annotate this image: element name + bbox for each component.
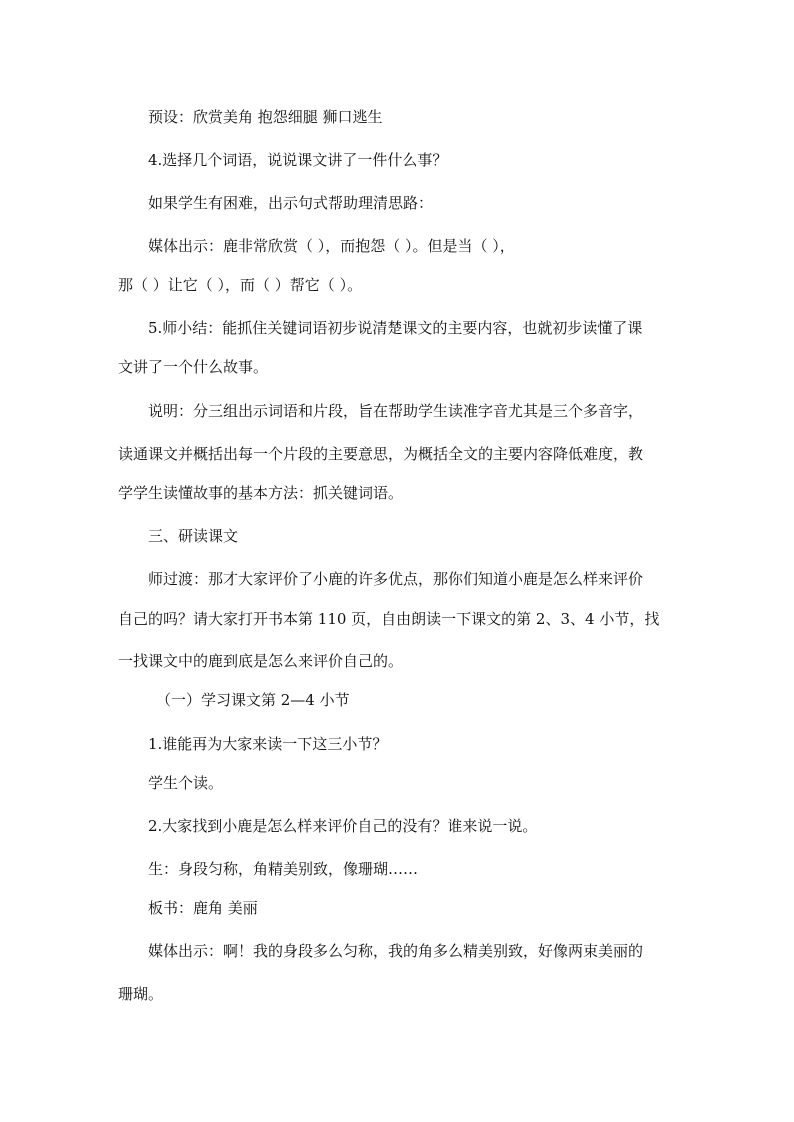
summary-line-1: 5.师小结：能抓住关键词语初步说清楚课文的主要内容，也就初步读懂了课 — [148, 319, 643, 337]
transition-line-1: 师过渡：那才大家评价了小鹿的许多优点，那你们知道小鹿是怎么样来评价 — [148, 570, 644, 588]
media-sentence-line-2: 那（ ）让它（ ），而（ ）帮它（ ）。 — [118, 276, 363, 294]
blackboard-line: 板书：鹿角 美丽 — [148, 899, 258, 917]
subsection-heading: （一）学习课文第 2—4 小节 — [156, 691, 350, 709]
transition-line-3: 一找课文中的鹿到底是怎么来评价自己的。 — [118, 652, 404, 670]
explanation-line-1: 说明：分三组出示词语和片段，旨在帮助学生读准字音尤其是三个多音字， — [148, 402, 644, 420]
media-quote-line-2: 珊瑚。 — [118, 985, 164, 1003]
transition-line-2: 自己的吗？请大家打开书本第 110 页，自由朗读一下课文的第 2、3、4 小节，找 — [118, 610, 660, 628]
step-4-line: 4.选择几个词语，说说课文讲了一件什么事？ — [148, 151, 448, 169]
section-heading: 三、研读课文 — [148, 527, 239, 545]
explanation-line-2: 读通课文并概括出每一个片段的主要意思，为概括全文的主要内容降低难度，教 — [118, 445, 644, 463]
hint-line: 如果学生有困难，出示句式帮助理清思路： — [148, 194, 434, 212]
media-sentence-line-1: 媒体出示：鹿非常欣赏（ ），而抱怨（ ）。但是当（ ）， — [148, 237, 515, 255]
question-1-line: 1.谁能再为大家来读一下这三小节？ — [148, 735, 388, 753]
summary-line-2: 文讲了一个什么故事。 — [118, 358, 269, 376]
preset-line: 预设：欣赏美角 抱怨细腿 狮口逃生 — [148, 108, 383, 126]
question-2-line: 2.大家找到小鹿是怎么样来评价自己的没有？谁来说一说。 — [148, 817, 538, 835]
student-answer-line: 生：身段匀称，角精美别致，像珊瑚…… — [148, 860, 419, 878]
student-reading-line: 学生个读。 — [148, 774, 224, 792]
explanation-line-3: 学学生读懂故事的基本方法：抓关键词语。 — [118, 484, 404, 502]
media-quote-line-1: 媒体出示：啊！我的身段多么匀称，我的角多么精美别致，好像两束美丽的 — [148, 942, 644, 960]
